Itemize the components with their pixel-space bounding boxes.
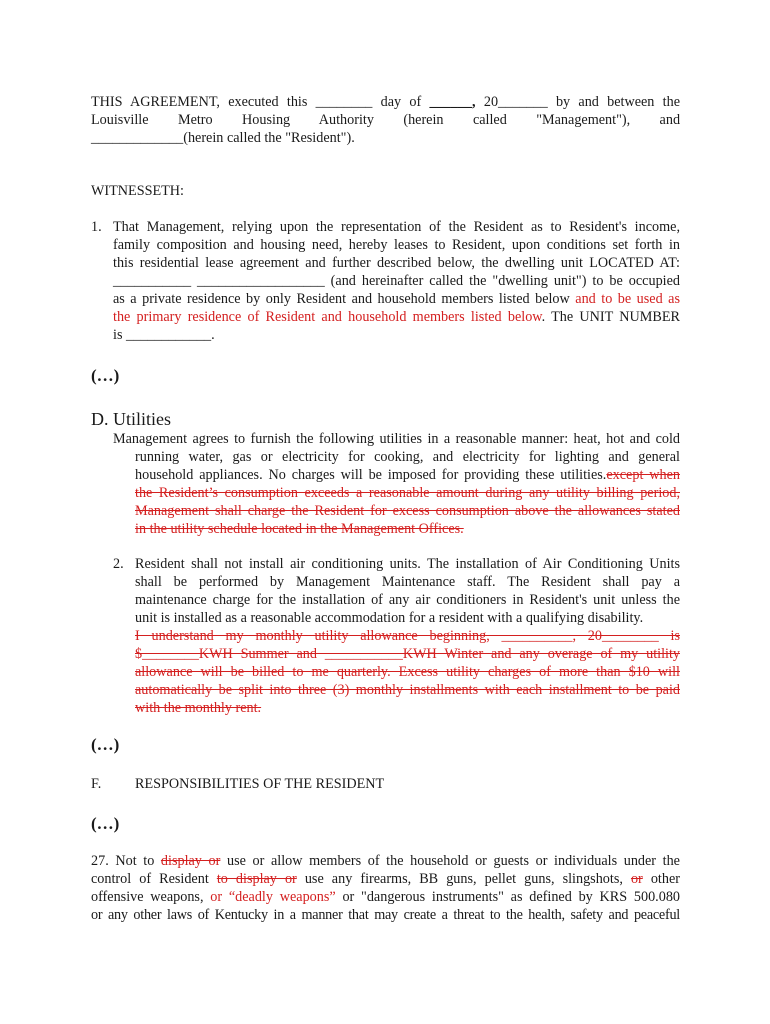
item-1-line: this residential lease agreement and further described below, the dwelling unit LOCATED AT: bbox=[113, 255, 680, 271]
item-2-line: unit is installed as a reasonable accommodation for a resident with a qualifying disability. bbox=[135, 610, 644, 626]
deleted-text: $________KWH Summer and ___________KWH Winter and any overage of my utility bbox=[135, 646, 680, 662]
intro-paragraph bbox=[91, 93, 680, 147]
item-2-line: shall be performed by Management Maintenance staff. The Resident shall pay a bbox=[135, 574, 680, 590]
deleted-text: I understand my monthly utility allowance beginning, __________, 20________ is bbox=[135, 628, 680, 644]
item-2-line: Resident shall not install air conditioning units. The installation of Air Conditioning Units bbox=[135, 556, 680, 572]
inserted-text: the primary residence of Resident and household members listed below bbox=[113, 309, 542, 325]
item-1-line: That Management, relying upon the representation of the Resident as to Resident's income, bbox=[113, 219, 680, 235]
omission-marker: (…) bbox=[91, 814, 120, 833]
omission-marker: (…) bbox=[91, 735, 120, 754]
item-1-line: family composition and housing need, hereby leases to Resident, upon conditions set forth in bbox=[113, 237, 680, 253]
deleted-text: Management shall charge the Resident for excess consumption above the allowances stated bbox=[135, 503, 680, 519]
deleted-text: to display or bbox=[216, 871, 297, 887]
section-d-line: Management agrees to furnish the following utilities in a reasonable manner: heat, hot and cold bbox=[113, 431, 680, 447]
intro-word: "Management"), bbox=[536, 112, 631, 128]
item-2-line: maintenance charge for the installation of any air conditioners in Resident's unit unless the bbox=[135, 592, 680, 608]
intro-word: Housing bbox=[242, 112, 291, 128]
intro-word: (herein bbox=[403, 112, 444, 128]
item-27-line: control of Resident to display or use any firearms, BB guns, pellet guns, slingshots, or other bbox=[91, 871, 680, 887]
intro-word: and bbox=[659, 112, 681, 128]
item-27-paragraph bbox=[91, 852, 680, 924]
item-2-number: 2. bbox=[113, 556, 124, 572]
deleted-text: display or bbox=[160, 853, 221, 869]
deleted-text: the Resident’s consumption exceeds a reasonable amount during any utility billing period, bbox=[135, 485, 680, 501]
deleted-text: in the utility schedule located in the Management Offices. bbox=[135, 521, 464, 537]
item-1-line: ___________ __________________ (and hereinafter called the "dwelling unit") to be occupied bbox=[113, 273, 680, 289]
section-f-title: RESPONSIBILITIES OF THE RESIDENT bbox=[135, 776, 385, 792]
item-1-line: the primary residence of Resident and household members listed below. The UNIT NUMBER bbox=[113, 309, 680, 325]
item-1-line: is ____________. bbox=[113, 327, 215, 343]
deleted-text: with the monthly rent. bbox=[135, 700, 262, 716]
section-d-paragraph bbox=[113, 430, 680, 538]
deleted-text: except when bbox=[606, 467, 680, 483]
section-d-line: running water, gas or electricity for cooking, and electricity for lighting and general bbox=[135, 449, 680, 465]
omission-marker: (…) bbox=[91, 366, 120, 385]
intro-word: called bbox=[472, 112, 507, 128]
item-27-line: or any other laws of Kentucky in a manner that may create a threat to the health, safety and peaceful bbox=[91, 907, 680, 923]
witnesseth-heading: WITNESSETH: bbox=[91, 183, 184, 199]
intro-line-3: _____________(herein called the "Resident"). bbox=[91, 130, 355, 146]
item-1-line: as a private residence by only Resident and household members listed below and to be used as bbox=[113, 291, 680, 307]
inserted-text: and to be used as bbox=[575, 291, 680, 307]
section-f-letter: F. bbox=[91, 776, 102, 792]
item-27-line: 27. Not to display or use or allow members of the household or guests or individuals under the bbox=[91, 853, 680, 869]
deleted-text: or bbox=[630, 871, 643, 887]
item-1-paragraph bbox=[113, 218, 680, 344]
inserted-text: or “deadly weapons” bbox=[210, 889, 336, 905]
section-d-title: D. Utilities bbox=[91, 409, 171, 429]
deleted-text: automatically be split into three (3) monthly installments with each installment to be paid bbox=[135, 682, 680, 698]
intro-word: Authority bbox=[318, 112, 374, 128]
item-27-line: offensive weapons, or “deadly weapons” or "dangerous instruments" as defined by KRS 500.080 bbox=[91, 889, 681, 905]
section-d-line: household appliances. No charges will be imposed for providing these utilities.except when bbox=[135, 467, 680, 483]
intro-line-1: THIS AGREEMENT, executed this ________ day of ______, 20_______ by and between the bbox=[91, 94, 680, 110]
item-2-paragraph bbox=[135, 555, 680, 717]
deleted-text: allowance will be billed to me quarterly. Excess utility charges of more than $10 will bbox=[135, 664, 680, 680]
intro-line-2 bbox=[91, 111, 680, 129]
intro-word: Metro bbox=[177, 112, 213, 128]
item-1-number: 1. bbox=[91, 219, 102, 235]
intro-word: Louisville bbox=[91, 112, 149, 128]
